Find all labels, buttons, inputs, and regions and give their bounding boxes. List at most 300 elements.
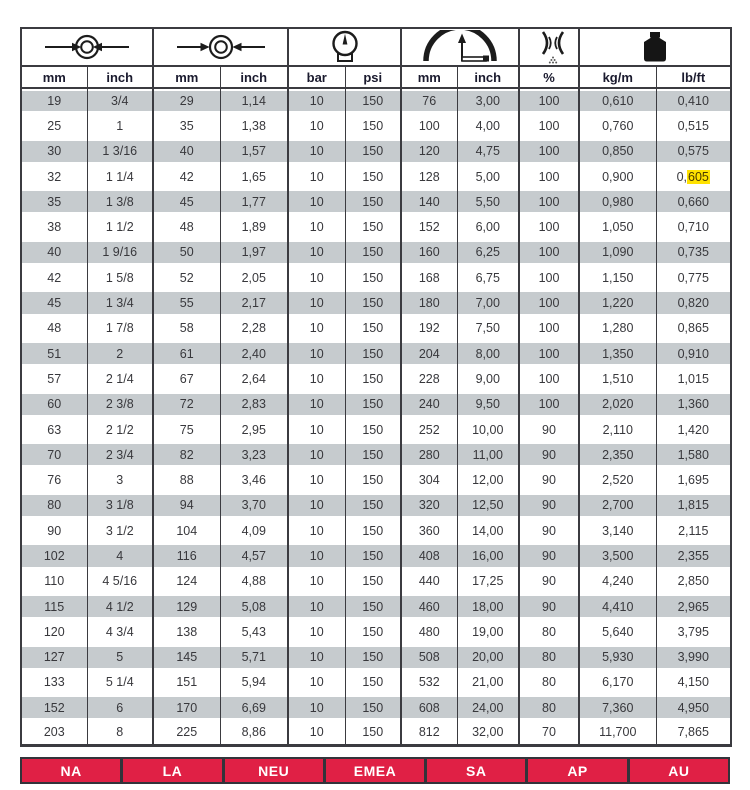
- table-cell: 10: [288, 164, 345, 189]
- icon-header-row: [21, 28, 731, 66]
- table-cell: 180: [401, 290, 457, 315]
- table-cell: 151: [153, 670, 220, 695]
- table-cell: 100: [519, 113, 579, 138]
- table-cell: 812: [401, 720, 457, 745]
- table-cell: 10: [288, 113, 345, 138]
- table-cell: 5,71: [220, 645, 288, 670]
- column-header: mm: [401, 66, 457, 88]
- table-cell: 2,355: [656, 543, 731, 568]
- table-cell: 129: [153, 594, 220, 619]
- table-cell: 1,580: [656, 442, 731, 467]
- table-cell: 42: [153, 164, 220, 189]
- table-cell: 0,865: [656, 316, 731, 341]
- table-cell: 3/4: [87, 88, 153, 113]
- table-cell: 100: [519, 139, 579, 164]
- table-cell: 10: [288, 670, 345, 695]
- table-cell: 0,980: [579, 189, 656, 214]
- table-cell: 80: [519, 645, 579, 670]
- table-row: [21, 442, 731, 467]
- table-cell: 4,88: [220, 569, 288, 594]
- table-cell: 48: [153, 214, 220, 239]
- table-cell: 128: [401, 164, 457, 189]
- table-cell: 90: [519, 518, 579, 543]
- table-cell: 1,280: [579, 316, 656, 341]
- column-header: %: [519, 66, 579, 88]
- table-cell: 4,75: [457, 139, 519, 164]
- table-row: [21, 518, 731, 543]
- table-cell: 150: [345, 113, 401, 138]
- table-cell: 10: [288, 341, 345, 366]
- table-cell: 150: [345, 467, 401, 492]
- table-cell: 1 3/16: [87, 139, 153, 164]
- table-row: [21, 113, 731, 138]
- table-cell: 150: [345, 366, 401, 391]
- region-label-au: AU: [627, 759, 728, 782]
- table-cell: 1,57: [220, 139, 288, 164]
- table-cell: 150: [345, 417, 401, 442]
- table-cell: 45: [153, 189, 220, 214]
- table-cell: 1,090: [579, 240, 656, 265]
- table-cell: 1,510: [579, 366, 656, 391]
- table-cell: 320: [401, 493, 457, 518]
- inner-diameter-icon: [21, 28, 153, 66]
- table-cell: 24,00: [457, 695, 519, 720]
- table-cell: 21,00: [457, 670, 519, 695]
- table-cell: 1,150: [579, 265, 656, 290]
- table-cell: 90: [519, 543, 579, 568]
- table-cell: 3,46: [220, 467, 288, 492]
- table-cell: 3,500: [579, 543, 656, 568]
- table-cell: 32,00: [457, 720, 519, 745]
- table-cell: 2,83: [220, 392, 288, 417]
- table-cell: 2 1/2: [87, 417, 153, 442]
- table-cell: 100: [519, 88, 579, 113]
- table-cell: 2,40: [220, 341, 288, 366]
- table-cell: 48: [21, 316, 87, 341]
- table-cell: 152: [21, 695, 87, 720]
- table-cell: 3: [87, 467, 153, 492]
- table-cell: 6: [87, 695, 153, 720]
- table-cell: 150: [345, 392, 401, 417]
- table-cell: 1 9/16: [87, 240, 153, 265]
- table-cell: 1,350: [579, 341, 656, 366]
- table-cell: 52: [153, 265, 220, 290]
- table-cell: 10: [288, 139, 345, 164]
- table-cell: 7,00: [457, 290, 519, 315]
- table-cell: 1,050: [579, 214, 656, 239]
- table-cell: 228: [401, 366, 457, 391]
- table-cell: 7,865: [656, 720, 731, 745]
- column-header: mm: [153, 66, 220, 88]
- table-cell: 10: [288, 316, 345, 341]
- table-cell: 140: [401, 189, 457, 214]
- table-cell: 1,695: [656, 467, 731, 492]
- table-cell: 160: [401, 240, 457, 265]
- table-row: [21, 189, 731, 214]
- column-header: inch: [220, 66, 288, 88]
- table-cell: 2,020: [579, 392, 656, 417]
- table-cell: 80: [519, 670, 579, 695]
- column-header: mm: [21, 66, 87, 88]
- table-cell: 150: [345, 720, 401, 745]
- table-cell: 608: [401, 695, 457, 720]
- region-label-la: LA: [120, 759, 221, 782]
- table-cell: 150: [345, 442, 401, 467]
- table-cell: 150: [345, 214, 401, 239]
- table-cell: 2,28: [220, 316, 288, 341]
- table-cell: 90: [519, 467, 579, 492]
- table-cell: 1,65: [220, 164, 288, 189]
- table-cell: 4,09: [220, 518, 288, 543]
- table-cell: 76: [21, 467, 87, 492]
- table-cell: 5,50: [457, 189, 519, 214]
- unit-header-row: [21, 66, 731, 88]
- table-cell: 11,700: [579, 720, 656, 745]
- table-cell: 8,86: [220, 720, 288, 745]
- table-cell: 2,110: [579, 417, 656, 442]
- table-cell: 2: [87, 341, 153, 366]
- highlighted-value: 605: [688, 169, 709, 184]
- table-cell: 0,820: [656, 290, 731, 315]
- table-cell: 150: [345, 518, 401, 543]
- table-cell: 150: [345, 164, 401, 189]
- table-cell: 1 3/4: [87, 290, 153, 315]
- table-cell: 5,08: [220, 594, 288, 619]
- table-row: [21, 265, 731, 290]
- table-cell: 100: [519, 366, 579, 391]
- table-cell: 32: [21, 164, 87, 189]
- table-cell: 3,00: [457, 88, 519, 113]
- table-row: [21, 645, 731, 670]
- table-cell: 150: [345, 341, 401, 366]
- table-cell: 100: [519, 316, 579, 341]
- table-cell: 0,660: [656, 189, 731, 214]
- table-row: [21, 240, 731, 265]
- table-cell: 10: [288, 594, 345, 619]
- table-cell: 55: [153, 290, 220, 315]
- table-cell: 5,640: [579, 619, 656, 644]
- table-cell: 150: [345, 88, 401, 113]
- table-cell: 1,220: [579, 290, 656, 315]
- table-cell: 8: [87, 720, 153, 745]
- table-cell: 0,910: [656, 341, 731, 366]
- table-cell: 4,150: [656, 670, 731, 695]
- table-cell: 58: [153, 316, 220, 341]
- table-cell: 1,14: [220, 88, 288, 113]
- table-cell: 10,00: [457, 417, 519, 442]
- table-row: [21, 619, 731, 644]
- table-row: [21, 316, 731, 341]
- table-cell: 80: [21, 493, 87, 518]
- table-cell: 12,50: [457, 493, 519, 518]
- table-cell: 5,930: [579, 645, 656, 670]
- table-cell: 19,00: [457, 619, 519, 644]
- table-cell: 5,43: [220, 619, 288, 644]
- table-cell: 3,990: [656, 645, 731, 670]
- table-cell: 100: [519, 290, 579, 315]
- table-cell: 133: [21, 670, 87, 695]
- table-cell: 116: [153, 543, 220, 568]
- table-cell: 150: [345, 290, 401, 315]
- table-cell: [656, 164, 731, 189]
- table-cell: 1,38: [220, 113, 288, 138]
- table-cell: 150: [345, 240, 401, 265]
- table-cell: 150: [345, 189, 401, 214]
- table-cell: 150: [345, 139, 401, 164]
- table-cell: 67: [153, 366, 220, 391]
- table-cell: 192: [401, 316, 457, 341]
- table-cell: 51: [21, 341, 87, 366]
- table-cell: 20,00: [457, 645, 519, 670]
- table-cell: 10: [288, 518, 345, 543]
- table-cell: 90: [519, 493, 579, 518]
- table-cell: 124: [153, 569, 220, 594]
- table-cell: 0,735: [656, 240, 731, 265]
- region-label-ap: AP: [525, 759, 626, 782]
- table-cell: 1,89: [220, 214, 288, 239]
- table-cell: 14,00: [457, 518, 519, 543]
- table-row: [21, 594, 731, 619]
- table-body: [21, 88, 731, 746]
- table-cell: 35: [21, 189, 87, 214]
- value-prefix: 0,: [676, 169, 688, 184]
- region-footer: [20, 757, 730, 784]
- table-row: [21, 341, 731, 366]
- table-cell: 10: [288, 290, 345, 315]
- vacuum-icon: [519, 28, 579, 66]
- table-cell: 4,00: [457, 113, 519, 138]
- region-label-sa: SA: [424, 759, 525, 782]
- table-cell: 1,77: [220, 189, 288, 214]
- bend-radius-icon: [401, 28, 519, 66]
- table-row: [21, 366, 731, 391]
- table-cell: 4 3/4: [87, 619, 153, 644]
- table-cell: 3,140: [579, 518, 656, 543]
- table-cell: 70: [21, 442, 87, 467]
- table-cell: 2,95: [220, 417, 288, 442]
- table-cell: 127: [21, 645, 87, 670]
- table-cell: 57: [21, 366, 87, 391]
- table-cell: 145: [153, 645, 220, 670]
- table-cell: 2 3/4: [87, 442, 153, 467]
- table-cell: 10: [288, 88, 345, 113]
- table-cell: 45: [21, 290, 87, 315]
- table-cell: 150: [345, 695, 401, 720]
- table-cell: 1 7/8: [87, 316, 153, 341]
- table-cell: 440: [401, 569, 457, 594]
- table-cell: 17,25: [457, 569, 519, 594]
- table-cell: 100: [401, 113, 457, 138]
- outer-diameter-icon: [153, 28, 288, 66]
- table-row: [21, 417, 731, 442]
- table-row: [21, 543, 731, 568]
- table-cell: 2 3/8: [87, 392, 153, 417]
- table-cell: 10: [288, 720, 345, 745]
- table-cell: 100: [519, 189, 579, 214]
- table-cell: 4: [87, 543, 153, 568]
- column-header: lb/ft: [656, 66, 731, 88]
- table-row: [21, 695, 731, 720]
- table-cell: 4 1/2: [87, 594, 153, 619]
- table-cell: 204: [401, 341, 457, 366]
- table-cell: 100: [519, 265, 579, 290]
- table-cell: 10: [288, 417, 345, 442]
- table-cell: 94: [153, 493, 220, 518]
- table-cell: 1,420: [656, 417, 731, 442]
- table-cell: 2,115: [656, 518, 731, 543]
- table-cell: 115: [21, 594, 87, 619]
- table-cell: 138: [153, 619, 220, 644]
- column-header: psi: [345, 66, 401, 88]
- table-cell: 40: [21, 240, 87, 265]
- table-cell: 82: [153, 442, 220, 467]
- table-cell: 10: [288, 392, 345, 417]
- table-cell: 18,00: [457, 594, 519, 619]
- column-header: inch: [87, 66, 153, 88]
- table-cell: 1,360: [656, 392, 731, 417]
- table-cell: 61: [153, 341, 220, 366]
- table-cell: 10: [288, 645, 345, 670]
- table-cell: 150: [345, 316, 401, 341]
- table-cell: 6,69: [220, 695, 288, 720]
- table-cell: 2,965: [656, 594, 731, 619]
- table-cell: 2,64: [220, 366, 288, 391]
- table-cell: 110: [21, 569, 87, 594]
- table-row: [21, 88, 731, 113]
- table-cell: 8,00: [457, 341, 519, 366]
- table-cell: 1 3/8: [87, 189, 153, 214]
- table-cell: 1,97: [220, 240, 288, 265]
- table-cell: 304: [401, 467, 457, 492]
- weight-icon: [579, 28, 731, 66]
- table-cell: 4,57: [220, 543, 288, 568]
- table-cell: 10: [288, 366, 345, 391]
- table-row: [21, 467, 731, 492]
- table-cell: 1,815: [656, 493, 731, 518]
- table-cell: 9,50: [457, 392, 519, 417]
- table-cell: 3,795: [656, 619, 731, 644]
- table-cell: 25: [21, 113, 87, 138]
- table-cell: 508: [401, 645, 457, 670]
- table-cell: 16,00: [457, 543, 519, 568]
- table-cell: 120: [21, 619, 87, 644]
- table-cell: 90: [519, 594, 579, 619]
- table-cell: 3 1/2: [87, 518, 153, 543]
- table-cell: 100: [519, 214, 579, 239]
- table-cell: 150: [345, 645, 401, 670]
- table-cell: 10: [288, 695, 345, 720]
- table-cell: 2,850: [656, 569, 731, 594]
- table-cell: 30: [21, 139, 87, 164]
- table-cell: 10: [288, 467, 345, 492]
- table-cell: 0,760: [579, 113, 656, 138]
- table-cell: 252: [401, 417, 457, 442]
- table-cell: 10: [288, 493, 345, 518]
- table-cell: 9,00: [457, 366, 519, 391]
- table-cell: 10: [288, 442, 345, 467]
- table-row: [21, 214, 731, 239]
- table-cell: 90: [21, 518, 87, 543]
- table-cell: 225: [153, 720, 220, 745]
- table-cell: 150: [345, 569, 401, 594]
- table-cell: 1 1/2: [87, 214, 153, 239]
- table-cell: 10: [288, 214, 345, 239]
- column-header: inch: [457, 66, 519, 88]
- table-cell: 480: [401, 619, 457, 644]
- table-cell: 80: [519, 619, 579, 644]
- table-cell: 10: [288, 569, 345, 594]
- table-cell: 150: [345, 619, 401, 644]
- table-row: [21, 139, 731, 164]
- table-cell: 0,410: [656, 88, 731, 113]
- table-cell: 5,94: [220, 670, 288, 695]
- table-cell: 150: [345, 493, 401, 518]
- table-cell: 75: [153, 417, 220, 442]
- table-cell: 10: [288, 189, 345, 214]
- table-cell: 0,850: [579, 139, 656, 164]
- table-cell: 3,70: [220, 493, 288, 518]
- table-cell: 50: [153, 240, 220, 265]
- table-cell: 2 1/4: [87, 366, 153, 391]
- table-cell: 6,00: [457, 214, 519, 239]
- table-cell: 408: [401, 543, 457, 568]
- table-cell: 7,50: [457, 316, 519, 341]
- table-cell: 29: [153, 88, 220, 113]
- table-cell: 0,900: [579, 164, 656, 189]
- table-cell: 6,170: [579, 670, 656, 695]
- table-cell: 100: [519, 392, 579, 417]
- table-cell: 360: [401, 518, 457, 543]
- table-cell: 0,610: [579, 88, 656, 113]
- table-cell: 150: [345, 265, 401, 290]
- table-cell: 19: [21, 88, 87, 113]
- table-cell: 1 1/4: [87, 164, 153, 189]
- table-cell: 203: [21, 720, 87, 745]
- column-header: bar: [288, 66, 345, 88]
- table-row: [21, 164, 731, 189]
- table-cell: 152: [401, 214, 457, 239]
- table-cell: 2,17: [220, 290, 288, 315]
- table-cell: 38: [21, 214, 87, 239]
- table-row: [21, 392, 731, 417]
- table-cell: 70: [519, 720, 579, 745]
- table-cell: 40: [153, 139, 220, 164]
- table-cell: 60: [21, 392, 87, 417]
- table-cell: 0,710: [656, 214, 731, 239]
- table-cell: 3,23: [220, 442, 288, 467]
- table-cell: 460: [401, 594, 457, 619]
- hose-spec-table: [20, 27, 732, 747]
- table-cell: 1,015: [656, 366, 731, 391]
- table-cell: 4,410: [579, 594, 656, 619]
- table-cell: 5 1/4: [87, 670, 153, 695]
- table-cell: 10: [288, 543, 345, 568]
- table-cell: 90: [519, 417, 579, 442]
- table-cell: 3 1/8: [87, 493, 153, 518]
- table-cell: 170: [153, 695, 220, 720]
- table-cell: 72: [153, 392, 220, 417]
- table-cell: 10: [288, 265, 345, 290]
- table-cell: 280: [401, 442, 457, 467]
- table-cell: 6,75: [457, 265, 519, 290]
- table-cell: 42: [21, 265, 87, 290]
- table-cell: 11,00: [457, 442, 519, 467]
- table-row: [21, 493, 731, 518]
- table-cell: 5,00: [457, 164, 519, 189]
- table-cell: 150: [345, 543, 401, 568]
- table-header: [21, 28, 731, 88]
- table-cell: 6,25: [457, 240, 519, 265]
